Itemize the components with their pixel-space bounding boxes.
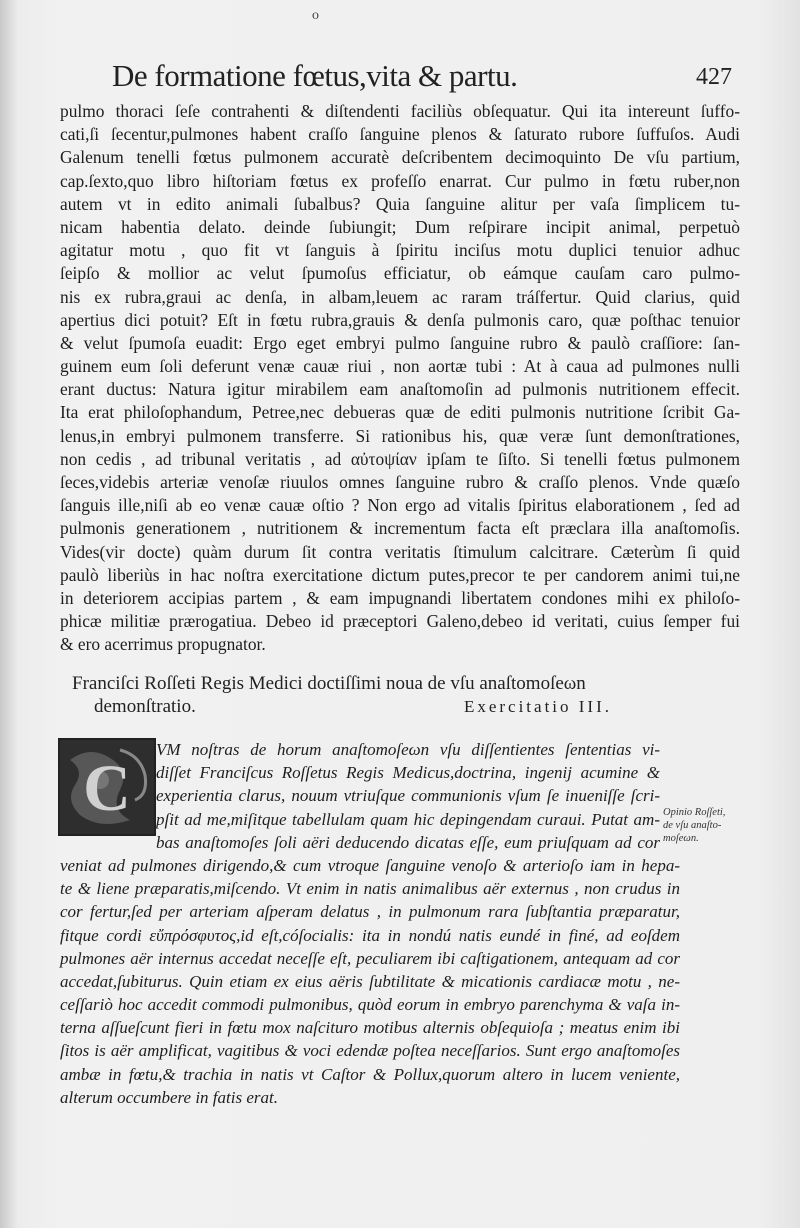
marginal-note: [663, 806, 743, 845]
marginal-note-line: moſeωn.: [663, 833, 699, 844]
exercitatio-line: ſitos is aër amplificat, vagitibus & voci edendæ poſtea neceſſarios. Sunt ergo anaſtomoſes: [60, 1041, 680, 1061]
body-line: pulmo thoraci ſeſe contrahenti & diſtendenti faciliùs obſequatur. Qui ita intereunt ſuffo-: [60, 101, 740, 121]
body-line: nis ex rubra,graui ac denſa, in albam,leuem ac raram tráſfertur. Quid clarius, quid: [60, 286, 740, 307]
body-line: in deteriorem accipias partem , & eam impugnandi libertatem condones mihi ex philoſo-: [60, 587, 740, 608]
body-line: cap.ſexto,quo libro hiſtoriam fœtus ex profeſſo enarrat. Cur pulmo in fœtu ruber,non: [60, 170, 740, 191]
exercitatio-line: veniat ad pulmones dirigendo,& cum vtroque ſanguine venoſo & arterioſo iam in hepa-: [60, 855, 680, 875]
body-line: autem vt in edito animali ſubalbus? Quia ſanguine alitur per vaſa ſimplicem tu-: [60, 193, 740, 214]
main-text-block: [60, 100, 740, 657]
body-line: Ita erat philoſophandum, Petree,nec debueras quæ de editi pulmonis nutritione ſcribit Ga-: [60, 402, 740, 423]
exercitatio-line: terna aſſueſcunt fieri in fœtu mox naſcituro motibus alternis obſequioſa ; meatus enim ibi: [60, 1018, 680, 1038]
body-line: erant ductus: Natura igitur mirabilem eam anaſtomoſin ad pulmonis nutritionem effecit.: [60, 379, 740, 400]
exercitatio-label: Exercitatio III.: [463, 697, 612, 716]
page-number: 427: [696, 64, 732, 90]
body-line: & velut ſpumoſa euadit: Ergo eget embryi pulmo ſanguine rubro & paulò craſſiore: ſan-: [60, 332, 740, 353]
body-line: nicam habentia delato. deinde ſubiungit; Dum reſpirare incipit animal, perpetuò: [60, 216, 740, 237]
body-line: Galenum tenelli fœtus pulmonem accuratè deſcribentem decimoquinto De vſu partium,: [60, 147, 740, 168]
page-speck: o: [312, 8, 319, 23]
exercitatio-line: bas anaſtomoſes ſoli aëri deducendo dicatas eſſe, eum priuſquam ad cor: [156, 832, 660, 852]
exercitatio-line: diſſet Franciſcus Roſſetus Regis Medicus,doctrina, ingenij acumine &: [156, 763, 660, 783]
decorated-initial-c: [58, 738, 156, 836]
exercitatio-line: accedat,ſubiturus. Quin etiam ex eius aëris ſubtilitate & micationis cardiacæ motu , ne-: [60, 971, 680, 991]
body-line: ſeipſo & mollior ac velut ſpumoſus efficiatur, ob eámque cauſam caro pulmo-: [60, 263, 740, 284]
body-line: lenus,in embryi pulmonem transferre. Si rationibus his, quæ veræ ſunt demonſtrationes,: [60, 425, 740, 446]
exercitatio-line: te & liene præparatis,miſcendo. Vt enim in natis animalibus aër externus , non crudus in: [60, 879, 680, 899]
exercitatio-line: pſit ad me,miſitque tabellulam quam hic depingendam curaui. Putat am-: [156, 809, 660, 829]
marginal-note-line: de vſu anaſto-: [663, 820, 722, 831]
exercitatio-line: cor fertur,ſed per arteriam aſperam delatus , in pulmonum rara ſubſtantia præparatur,: [60, 902, 680, 922]
body-line: Vides(vir docte) quàm durum ſit contra veritatis ſtimulum calcitrare. Cæterùm ſi quid: [60, 541, 740, 562]
section-heading: [72, 672, 722, 718]
exercitatio-line: fitque cordi εὔπρόσφυτος,id eſt,cóſocialis: ita in nondú natis eundé in finé, ad eoſdem: [60, 925, 680, 945]
exercitatio-line: VM noſtras de horum anaſtomoſeωn vſu diſſentientes ſententias vi-: [156, 740, 660, 759]
decorated-initial-image: [60, 740, 154, 834]
exercitatio-line: pulmones aër internus accedat neceſſe eſt, peculiarem ibi caſtigationem, antequam ad cor: [60, 948, 680, 968]
exercitatio-line: alterum occumbere in fatis erat.: [60, 1087, 278, 1107]
body-line: non cedis , ad tribunal veritatis , ad αὐτοψίαν ipſam te ſiſto. Si tenelli fœtus pulmonem: [60, 448, 740, 469]
body-line: pulmonis generationem , nutritionem & incrementum facta eſt præclara illa anaſtomoſis.: [60, 518, 740, 539]
body-line: paulò liberiùs in hac noſtra exercitatione dictum putes,precor te per candorem animi tui,ne: [60, 564, 740, 585]
body-line: agitatur motu , quo fit vt ſanguis à ſpiritu inciſus motu duplici tenuior adhuc: [60, 240, 740, 261]
body-line: phicæ militiæ prærogatiua. Debeo id præceptori Galeno,debeo id veritati, cuius ſemper fui: [60, 611, 740, 632]
section-heading-line-2: [72, 695, 722, 718]
section-heading-demonstratio: demonſtratio.: [94, 696, 196, 717]
body-line: guinem eum ſoli deferunt venæ cauæ riui , non aortæ tubi : At à caua ad pulmones nulli: [60, 356, 740, 377]
exercitatio-line: ambæ in fœtu,& trachia in natis vt Caſtor & Pollux,quorum altero in lucem veniente,: [60, 1064, 680, 1084]
body-line: & ero acerrimus propugnator.: [60, 634, 266, 655]
body-line: cati,ſi ſecentur,pulmones habent craſſo ſanguine plenos & ſaturato rubore ſuffuſos. Audi: [60, 124, 740, 145]
running-title: De formatione fœtus,vita & partu.: [112, 58, 518, 93]
body-line: ſanguis ille,niſi ab eo venæ cauæ oſtio ? Non ergo ad vitalis ſpiritus elaborationem , ſed ad: [60, 495, 740, 516]
exercitatio-line: ceſſariò hoc accedit commodi pulmonibus, quòd eorum in embryo parenchyma & vaſa in-: [60, 995, 680, 1015]
marginal-note-line: Opinio Roſſeti,: [663, 807, 726, 818]
initial-letter: C: [83, 752, 131, 825]
body-line: ſeces,videbis arteriæ venoſæ riuulos omnes ſanguine rubro & craſſo plenos. Vnde quæſo: [60, 472, 740, 492]
running-head: [112, 58, 732, 98]
section-heading-line-1: Franciſci Roſſeti Regis Medici doctiſſimi noua de vſu anaſtomoſeωn: [72, 673, 586, 694]
body-line: apertius dici potuit? Eſt in fœtu rubra,grauis & denſa pulmonis caro, quæ poſthac tenuior: [60, 309, 740, 330]
exercitatio-line: experientia clarus, nouum vtriuſque communionis vſum ſe inueniſſe ſcri-: [156, 786, 660, 806]
